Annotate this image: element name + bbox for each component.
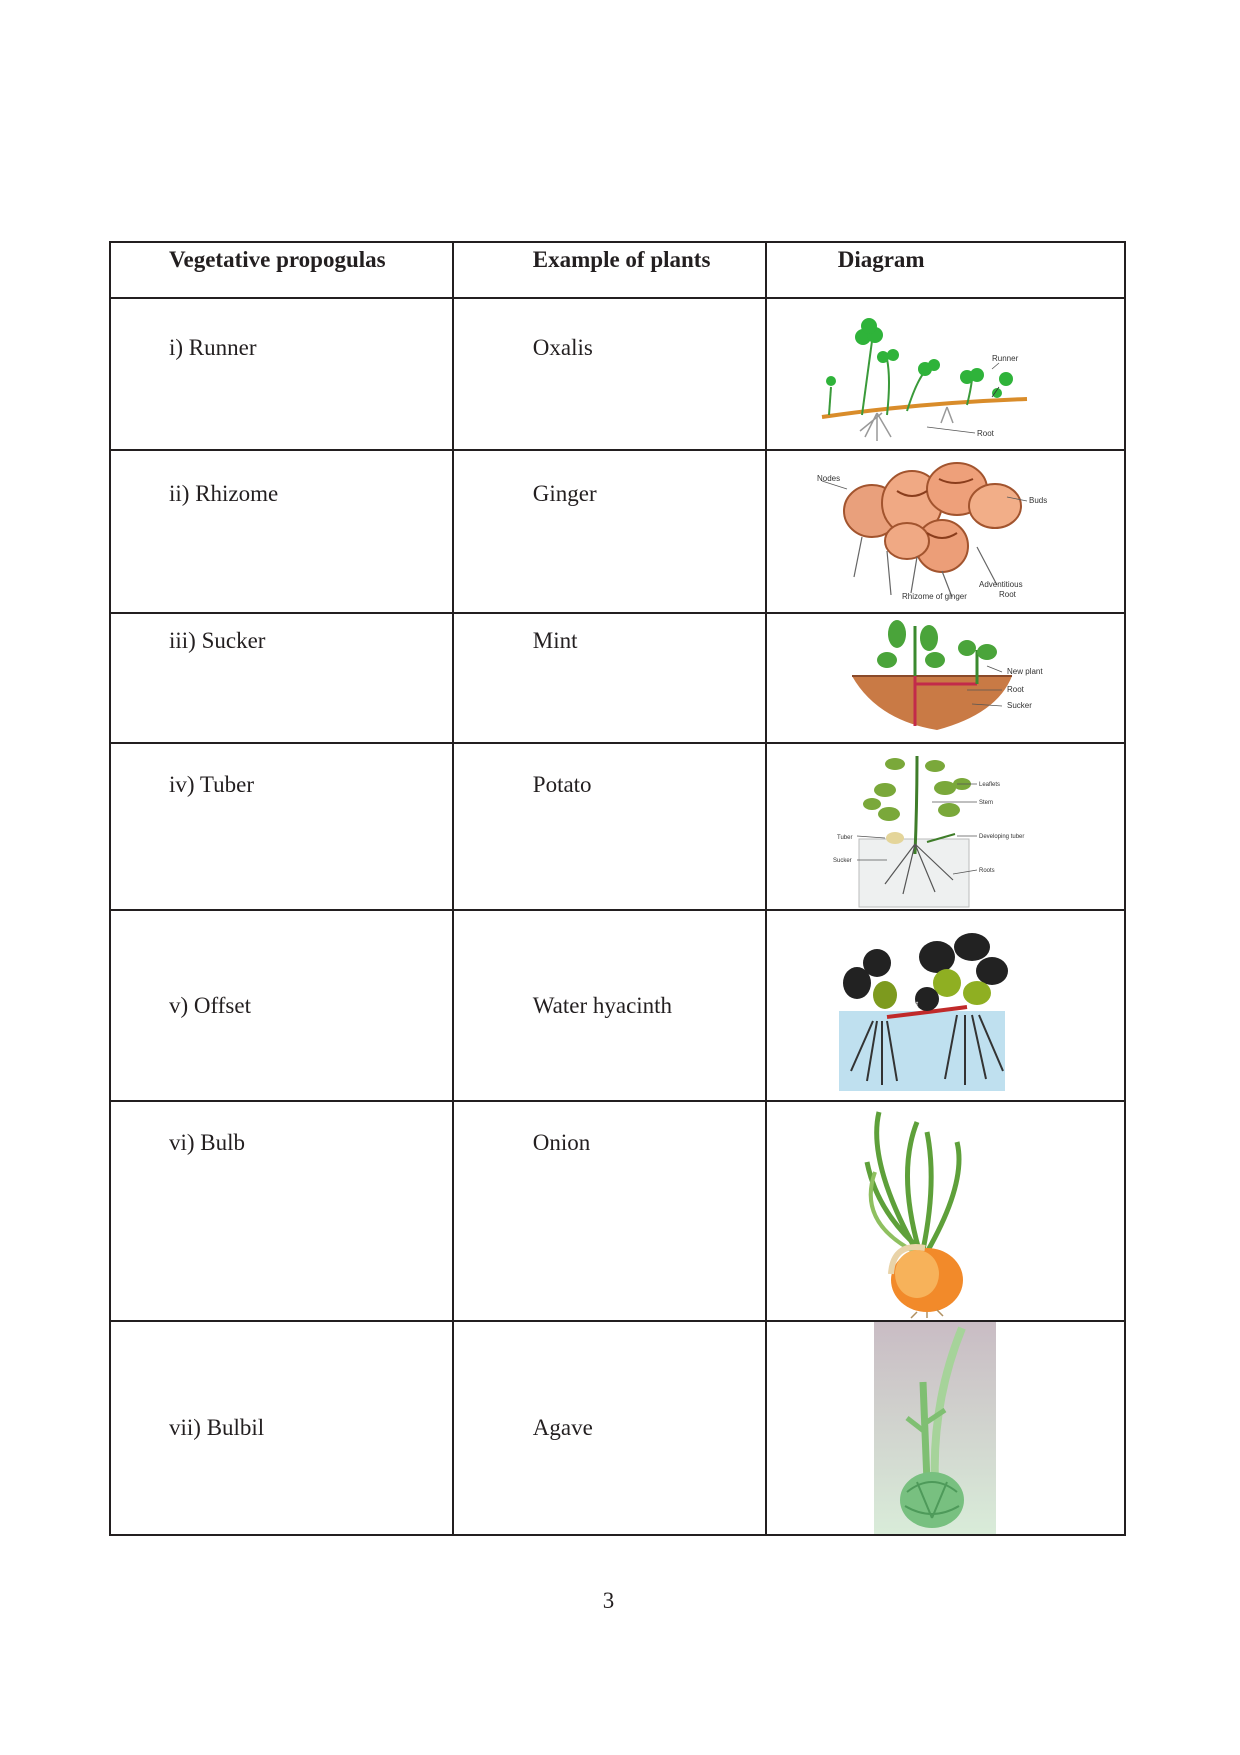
svg-text:Root: Root [976,429,994,438]
svg-text:Runner: Runner [991,354,1018,363]
header-example: Example of plants [453,242,766,298]
svg-text:Stem: Stem [978,800,993,806]
svg-text:Sucker: Sucker [1006,701,1032,710]
offset-diagram [767,911,1116,1100]
svg-text:Root: Root [1006,685,1024,694]
example-cell: Oxalis [453,298,766,450]
header-diagram: Diagram [766,242,1125,298]
svg-text:Offset: Offset [896,1000,918,1009]
example-cell: Water hyacinth [453,910,766,1101]
diagram-cell [766,1101,1125,1321]
svg-text:Sucker: Sucker [832,858,852,864]
example-cell: Potato [453,743,766,910]
svg-text:Adventitious: Adventitious [978,580,1023,589]
table-row [110,743,1125,910]
page-number: 3 [602,1588,615,1613]
svg-text:Buds: Buds [1028,496,1047,505]
diagram-cell [766,743,1125,910]
table-row [110,1101,1125,1321]
svg-text:Nodes: Nodes [816,474,840,483]
rhizome-diagram [767,451,1116,612]
tuber-diagram [767,744,1116,909]
diagram-cell [766,1321,1125,1535]
svg-text:Roots: Roots [978,868,995,874]
table-row [110,450,1125,613]
agave-bulbil-image [767,1322,1116,1534]
svg-text:New plant: New plant [1006,667,1043,676]
example-cell: Onion [453,1101,766,1321]
propagule-cell: vii) Bulbil [110,1321,453,1535]
svg-text:Tuber: Tuber [836,835,853,841]
table-row [110,298,1125,450]
table-header-row [110,242,1125,298]
table-row [110,910,1125,1101]
sucker-diagram [767,614,1116,742]
table-row [110,1321,1125,1535]
onion-bulb-image [767,1102,1116,1320]
propagule-cell: ii) Rhizome [110,450,453,613]
example-cell: Ginger [453,450,766,613]
example-cell: Mint [453,613,766,743]
diagram-cell [766,910,1125,1101]
propagule-cell: i) Runner [110,298,453,450]
propagule-cell: iv) Tuber [110,743,453,910]
header-propagule: Vegetative propogulas [110,242,453,298]
propagation-table [109,241,1126,1536]
svg-text:Developing tuber: Developing tuber [978,834,1025,840]
svg-text:Rhizome of ginger: Rhizome of ginger [901,592,967,601]
svg-text:Leaflets: Leaflets [978,782,1000,788]
propagule-cell: v) Offset [110,910,453,1101]
propagule-cell: iii) Sucker [110,613,453,743]
propagule-cell: vi) Bulb [110,1101,453,1321]
diagram-cell [766,450,1125,613]
table-row [110,613,1125,743]
diagram-cell [766,613,1125,743]
example-cell: Agave [453,1321,766,1535]
diagram-cell [766,298,1125,450]
svg-text:Root: Root [998,590,1016,599]
runner-diagram [767,299,1116,449]
